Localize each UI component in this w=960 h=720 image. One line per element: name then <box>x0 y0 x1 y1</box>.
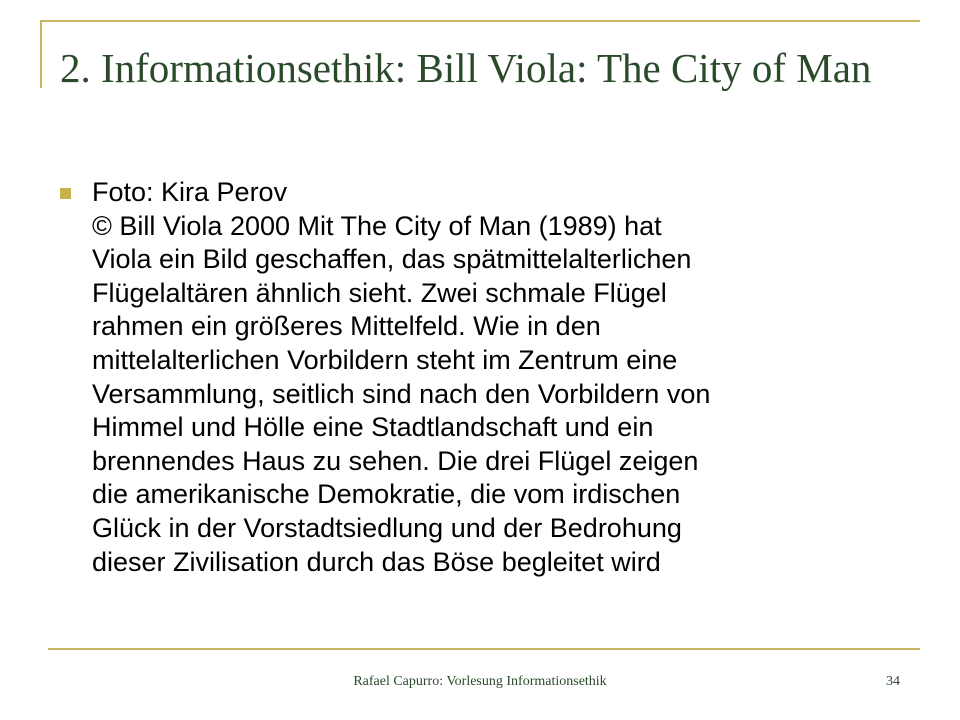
body-line-10: die amerikanische Demokratie, die vom irdischen <box>92 479 681 510</box>
body-line-9: brennendes Haus zu sehen. Die drei Flügel zeigen <box>92 445 699 476</box>
body-line-2: © Bill Viola 2000 Mit The City of Man (1989) hat <box>92 210 662 241</box>
frame-top-rule <box>40 20 920 22</box>
footer-rule <box>48 648 920 650</box>
body-line-12: dieser Zivilisation durch das Böse begleitet wird <box>92 546 661 577</box>
bullet-item <box>60 176 910 579</box>
slide-title: 2. Informationsethik: Bill Viola: The City of Man <box>60 45 872 91</box>
body-line-1: Foto: Kira Perov <box>92 177 288 207</box>
body-line-4: Flügelaltären ähnlich sieht. Zwei schmale Flügel <box>92 277 667 308</box>
frame-left-rule <box>40 20 42 88</box>
body-line-7: Versammlung, seitlich sind nach den Vorbildern von <box>92 378 711 409</box>
footer-author: Rafael Capurro: Vorlesung Informationsethik <box>353 674 607 689</box>
body-line-8: Himmel und Hölle eine Stadtlandschaft und ein <box>92 412 654 443</box>
bullet-text <box>92 176 910 579</box>
body-line-5: rahmen ein größeres Mittelfeld. Wie in den <box>92 311 601 342</box>
bullet-list <box>60 176 910 579</box>
page-number: 34 <box>886 674 900 689</box>
body-line-3: Viola ein Bild geschaffen, das spätmittelalterlichen <box>92 244 692 275</box>
body-line-11: Glück in der Vorstadtsiedlung und der Bedrohung <box>92 512 682 543</box>
square-bullet-icon <box>60 188 71 199</box>
body-line-6: mittelalterlichen Vorbildern steht im Zentrum eine <box>92 344 678 375</box>
